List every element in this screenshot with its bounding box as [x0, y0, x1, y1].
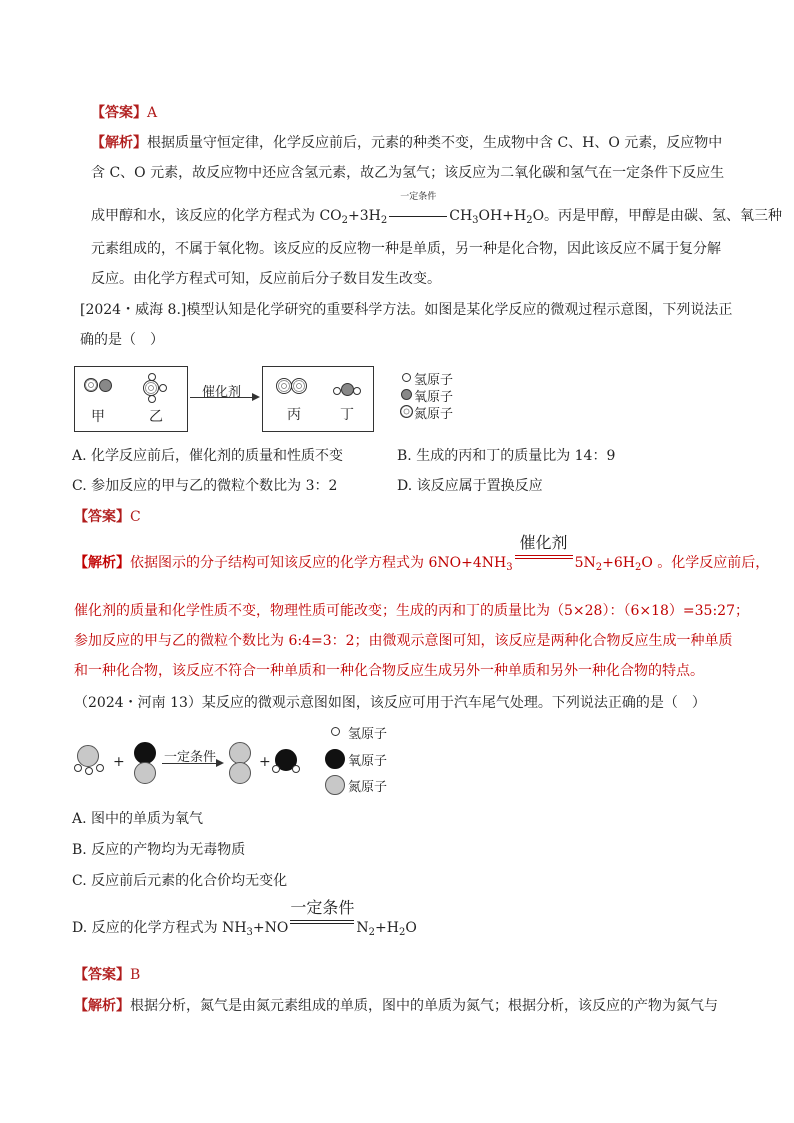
eq-part: +3H — [348, 208, 381, 224]
arrow-line — [162, 763, 220, 764]
nitrogen-legend-icon — [400, 405, 413, 418]
analysis-text: 根据分析，氮气是由氮元素组成的单质，图中的单质为氮气；根据分析，该反应的产物为氮气与 — [130, 998, 718, 1014]
q2-analysis-line4: 和一种化合物，该反应不符合一种单质和一种化合物反应生成另外一种单质和另外一种化合物的特点。 — [74, 663, 704, 679]
legend-oxygen: 氧原子 — [414, 390, 454, 405]
nitrogen-legend-icon — [325, 775, 345, 795]
eq-part: 成甲醇和水，该反应的化学方程式为 CO — [91, 208, 342, 224]
condition-text: 一定条件 — [290, 898, 355, 917]
q2-option-a: A. 化学反应前后，催化剂的质量和性质不变 — [72, 448, 344, 464]
q3-option-a: A. 图中的单质为氧气 — [72, 811, 204, 827]
oxygen-atom — [99, 379, 112, 392]
condition-label: 一定条件 — [164, 750, 217, 765]
equals-line — [290, 923, 354, 924]
answer-label: 【答案】 — [74, 509, 130, 525]
plus-sign: + — [259, 754, 271, 770]
oxygen-atom — [134, 742, 156, 764]
analysis-label: 【解析】 — [74, 555, 130, 571]
label-jia: 甲 — [91, 409, 105, 425]
arrow-head-icon — [216, 759, 224, 767]
legend-hydrogen: 氢原子 — [348, 727, 388, 742]
eq-part: 依据图示的分子结构可知该反应的化学方程式为 6NO+4NH — [130, 555, 507, 571]
q1-analysis-line5: 反应。由化学方程式可知，反应前后分子数目发生改变。 — [91, 271, 441, 287]
hydrogen-legend-icon — [331, 727, 340, 736]
nitrogen-atom — [77, 745, 99, 767]
hydrogen-atom — [292, 765, 300, 773]
reaction-condition — [513, 533, 575, 573]
q3-analysis-line1 — [74, 996, 718, 1016]
sub: 2 — [380, 215, 388, 226]
q2-analysis-line3: 参加反应的甲与乙的微粒个数比为 6:4=3：2；由微观示意图可知，该反应是两种化合物反应生成一种单质 — [74, 633, 733, 649]
hydrogen-atom — [85, 767, 93, 775]
products-box — [262, 366, 374, 432]
condition-text: 催化剂 — [519, 533, 568, 552]
q2-option-d: D. 该反应属于置换反应 — [397, 478, 543, 494]
legend-hydrogen: 氢原子 — [414, 373, 454, 388]
hydrogen-atom — [333, 387, 341, 395]
answer-value: B — [130, 967, 141, 983]
q3-option-d — [72, 898, 417, 943]
label-ding: 丁 — [340, 407, 354, 423]
q2-analysis-line2: 催化剂的质量和化学性质不变，物理性质可能改变；生成的丙和丁的质量比为（5×28）：（6×18）=35:27； — [74, 603, 749, 619]
nitrogen-atom — [143, 380, 159, 396]
sub: 2 — [368, 927, 376, 938]
reaction-condition — [288, 898, 356, 938]
answer-label: 【答案】 — [74, 967, 130, 983]
answer-label: 【答案】 — [91, 105, 147, 121]
q3-stem: （2024・河南 13）某反应的微观示意图如图，该反应可用于汽车尾气处理。下列说法正确的是（ ） — [74, 695, 706, 711]
analysis-label: 【解析】 — [91, 135, 147, 151]
nitrogen-atom — [276, 378, 292, 394]
eq-part: O。丙是甲醇，甲醇是由碳、氢、氧三种 — [532, 208, 783, 224]
answer-value: A — [147, 105, 158, 121]
q1-answer — [91, 103, 157, 123]
q1-analysis-line2: 含 C、O 元素，故反应物中还应含氢元素，故乙为氢气；该反应为二氧化碳和氢气在一定条件下反应生 — [91, 165, 725, 181]
eq-part: N — [356, 920, 369, 936]
q2-analysis-line1 — [74, 533, 770, 578]
reaction-condition — [387, 192, 449, 226]
sub: 3 — [506, 562, 513, 573]
hydrogen-atom — [74, 764, 82, 772]
hydrogen-atom — [272, 765, 280, 773]
condition-text: 一定条件 — [400, 192, 437, 202]
eq-part: 5N — [574, 555, 596, 571]
analysis-text: 根据质量守恒定律，化学反应前后，元素的种类不变，生成物中含 C、H、O 元素，反应物中 — [147, 135, 723, 151]
sub: 2 — [595, 562, 603, 573]
catalyst-label: 催化剂 — [202, 385, 242, 400]
oxygen-legend-icon — [325, 749, 345, 769]
eq-part: +NO — [252, 920, 289, 936]
q2-answer — [74, 507, 141, 527]
hydrogen-atom — [353, 387, 361, 395]
eq-part: D. 反应的化学方程式为 NH — [72, 920, 247, 936]
hydrogen-atom — [159, 384, 167, 392]
eq-part: O 。化学反应前后， — [641, 555, 770, 571]
oxygen-legend-icon — [401, 389, 412, 400]
hydrogen-legend-icon — [402, 373, 411, 382]
equals-line — [290, 920, 354, 921]
q3-option-b: B. 反应的产物均为无毒物质 — [72, 842, 246, 858]
hydrogen-atom — [148, 395, 156, 403]
q1-analysis-line4: 元素组成的，不属于氧化物。该反应的反应物一种是单质，另一种是化合物，因此该反应不属于复分解 — [91, 241, 721, 257]
eq-part: CH — [449, 208, 473, 224]
arrow-line — [190, 397, 256, 398]
legend-nitrogen: 氮原子 — [348, 780, 388, 795]
nitrogen-atom — [229, 762, 251, 784]
q3-option-c: C. 反应前后元素的化合价均无变化 — [72, 873, 288, 889]
sub: 2 — [341, 215, 349, 226]
arrow-head-icon — [252, 393, 260, 401]
q2-option-b: B. 生成的丙和丁的质量比为 14：9 — [397, 448, 616, 464]
sub: 3 — [472, 215, 479, 226]
eq-part: +6H — [602, 555, 635, 571]
legend-oxygen: 氧原子 — [348, 754, 388, 769]
q1-analysis-line1 — [91, 133, 722, 153]
answer-value: C — [130, 509, 141, 525]
eq-part: +H — [375, 920, 399, 936]
q1-analysis-line3 — [91, 192, 783, 231]
legend-nitrogen: 氮原子 — [414, 407, 454, 422]
sub: 2 — [398, 927, 406, 938]
nitrogen-atom — [134, 762, 156, 784]
plus-sign: + — [113, 754, 125, 770]
q3-answer — [74, 965, 140, 985]
label-bing: 丙 — [287, 407, 301, 423]
eq-part: O — [405, 920, 417, 936]
hydrogen-atom — [96, 764, 104, 772]
eq-part: OH+H — [478, 208, 527, 224]
nitrogen-atom — [84, 378, 98, 392]
q2-option-c: C. 参加反应的甲与乙的微粒个数比为 3：2 — [72, 478, 338, 494]
equals-line — [389, 216, 447, 217]
q2-stem-line1: [2024・威海 8.]模型认知是化学研究的重要科学方法。如图是某化学反应的微观过程示意图，下列说法正 — [80, 302, 733, 318]
equals-line — [515, 558, 573, 559]
sub: 2 — [526, 215, 533, 226]
nitrogen-atom — [291, 378, 307, 394]
sub: 3 — [246, 927, 253, 938]
sub: 2 — [634, 562, 642, 573]
analysis-label: 【解析】 — [74, 998, 130, 1014]
label-yi: 乙 — [149, 409, 163, 425]
nitrogen-atom — [229, 742, 251, 764]
q2-stem-line2: 确的是（ ） — [80, 332, 164, 348]
equals-line — [515, 555, 573, 556]
